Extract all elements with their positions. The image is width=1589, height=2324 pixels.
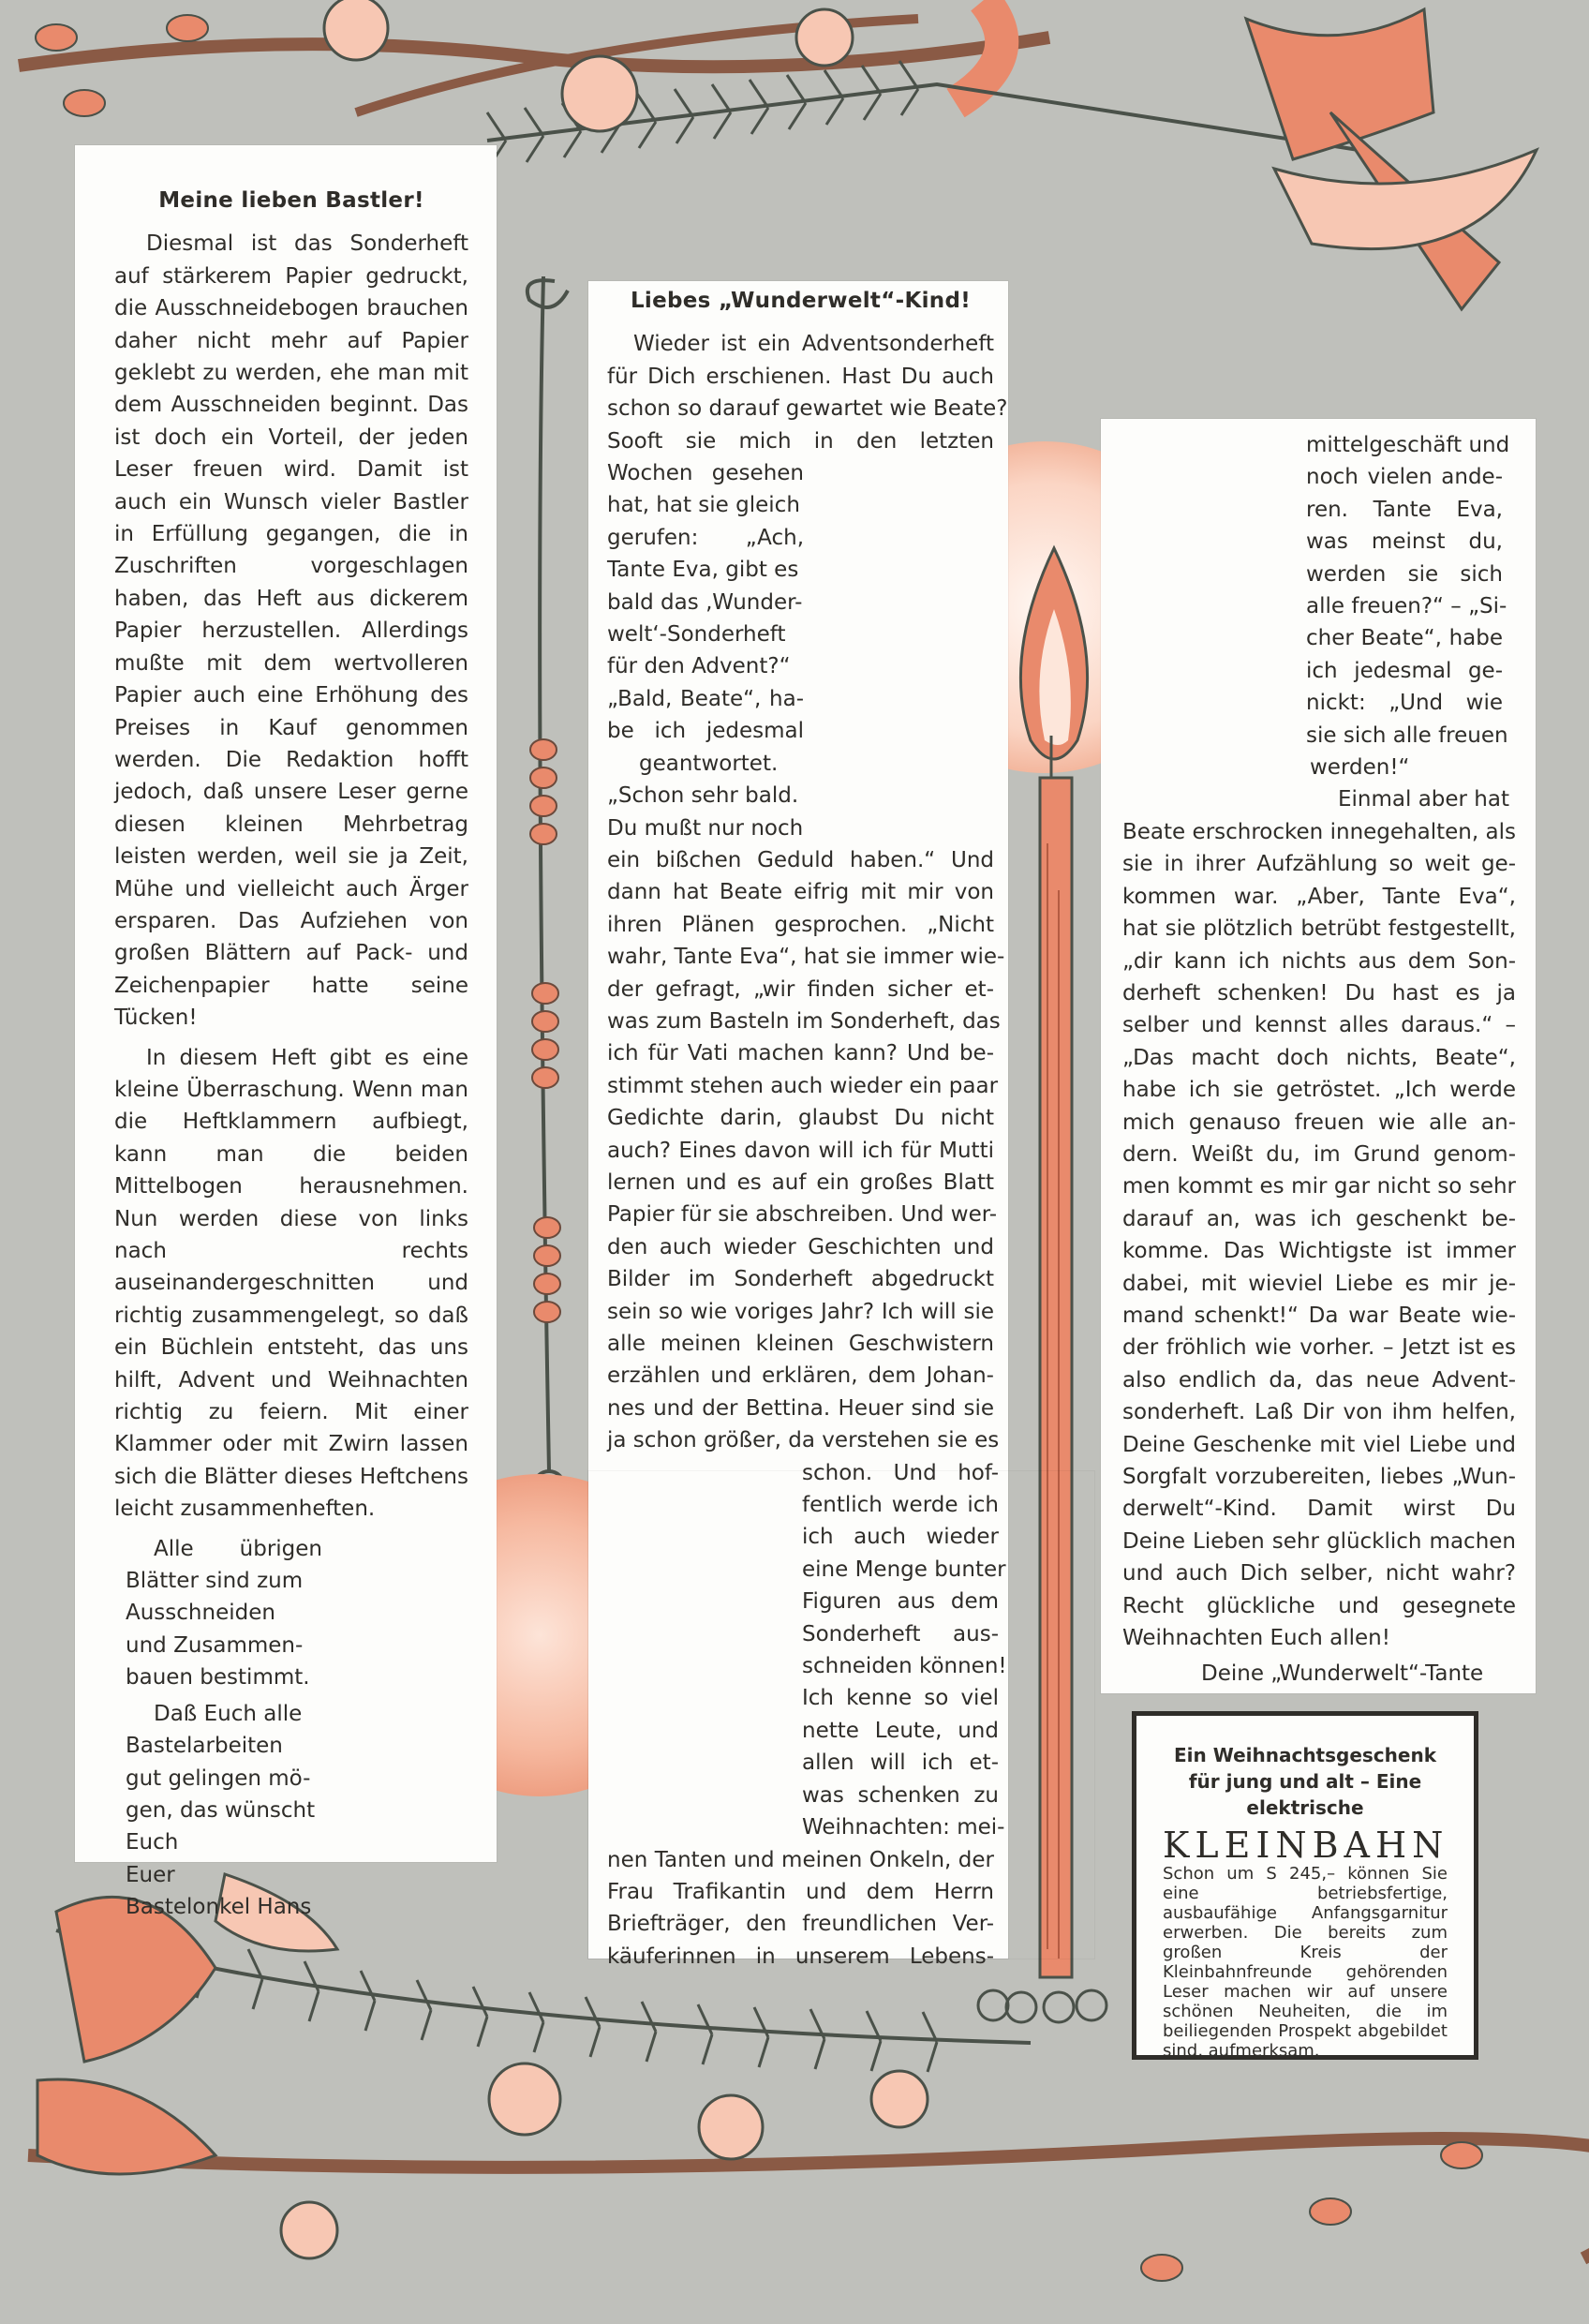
text-line: Sorgfalt vorzubereiten, liebes „Wun- [1122, 1465, 1516, 1489]
left-letter-heading: Meine lieben Bastler! [158, 188, 424, 213]
signature-bastelonkel: Bastelonkel Hans [126, 1895, 312, 1920]
text-line: für den Advent?“ [607, 654, 791, 679]
left-letter [114, 185, 468, 1924]
text-line: der fröhlich wie vorher. – Jetzt ist es [1122, 1335, 1516, 1361]
text-line: also endlich da, das neue Advent- [1122, 1367, 1516, 1393]
middle-bottom-block [607, 1844, 994, 1974]
text-line: geantwortet. [639, 751, 779, 776]
text-line: schneiden können! [802, 1654, 1007, 1679]
text-line: sein so wie voriges Jahr? Ich will sie [607, 1299, 994, 1324]
text-line: ja schon größer, da verstehen sie es [607, 1428, 1000, 1453]
text-line: Tante Eva, gibt es [607, 558, 799, 583]
text-line: „Schon sehr bald. [607, 783, 799, 809]
text-line: sie sich alle freuen [1306, 723, 1508, 748]
text-line: Figuren aus dem [802, 1589, 999, 1615]
text-line: kommen war. „Aber, Tante Eva“, [1122, 884, 1516, 909]
advert-intro: Ein Weihnachtsgeschenk für jung und alt – Eine elektrische [1174, 1744, 1436, 1819]
text-line: alle meinen kleinen Geschwistern [607, 1332, 994, 1356]
text-line: nen Tanten und meinen Onkeln, der [607, 1847, 994, 1872]
text-line: Sonderheft aus- [802, 1621, 999, 1646]
text-line: dann hat Beate eifrig mit mir von [607, 880, 994, 905]
text-line: mittelgeschäft und [1306, 433, 1510, 457]
text-line: sonderheft. Laß Dir von ihm helfen, [1122, 1400, 1516, 1425]
text-line: ein bißchen Geduld haben.“ Und [607, 847, 994, 872]
text-line: was meinst du, [1306, 529, 1503, 555]
text-line: dabei, mit wieviel Liebe es mir je- [1122, 1271, 1516, 1296]
text-line: ihren Plänen gesprochen. „Nicht [607, 912, 994, 937]
left-letter-paragraph: Diesmal ist das Sonderheft auf stärkerem Papier gedruckt, die Ausschneidebogen brauchen daher nicht mehr auf Papier geklebt zu werden, ehe man mit dem Ausschneiden beginnt. Das ist doch ein Vorteil, der jeden Leser freuen wird. Damit ist auch ein Wunsch vieler Bastler in Erfüllung gegangen, die in Zuschriften vorgeschlagen haben, das Heft aus dickerem Papier herzustellen. Allerdings mußte mit dem wertvolleren Papier auch eine Erhöhung des Preises in Kauf genommen werden. Die Redaktion hofft jedoch, daß unsere Leser gerne diesen kleinen Mehrbetrag leisten werden, weil sie ja Zeit, Mühe und vielleicht auch Ärger ersparen. Das Aufziehen von großen Blättern auf Pack- und Zeichenpapier hatte seine Tücken! [114, 231, 468, 1031]
text-line: sie in ihrer Aufzählung so weit ge- [1122, 852, 1516, 877]
text-line: Wochen gesehen [607, 461, 804, 486]
text-line: habe ich sie getröstet. „Ich werde [1122, 1078, 1516, 1103]
text-line: erzählen und erklären, dem Johan- [607, 1363, 994, 1389]
right-main-block [1122, 816, 1516, 1655]
text-line: käuferinnen in unserem Lebens- [607, 1944, 994, 1969]
text-line: Einmal aber hat [1338, 787, 1510, 812]
text-line: nes und der Bettina. Heuer sind sie [607, 1395, 994, 1421]
left-letter-paragraph: In diesem Heft gibt es eine kleine Überraschung. Wenn man die Heftklammern aufbiegt, kann man die beiden Mittelbogen herausnehmen. Nun werden diese von links nach rechts auseinandergeschnitten und richtig zusammengelegt, so daß ein Büchlein entsteht, das uns hilft, Advent und Weihnachten richtig zu feiern. Mit einer Klammer oder mit Zwirn lassen sich die Blätter dieses Heftchens leicht zusammenheften. [114, 1045, 468, 1522]
text-line: mich genauso freuen wie alle an- [1122, 1110, 1516, 1135]
text-line: Beate erschrocken innegehalten, als [1122, 819, 1516, 844]
signature-wunderwelt-tante: Deine „Wunderwelt“-Tante [1201, 1661, 1484, 1687]
text-line: komme. Das Wichtigste ist immer [1122, 1239, 1516, 1264]
text-line: bauen bestimmt. [126, 1665, 310, 1691]
kleinbahn-advert [1132, 1711, 1478, 2060]
middle-narrow-block [607, 457, 804, 844]
text-line: Frau Trafikantin und dem Herrn [607, 1879, 994, 1904]
text-line: Ausschneiden [126, 1601, 275, 1626]
text-line: Weihnachten: mei- [802, 1815, 1005, 1840]
middle-main-block [607, 844, 1005, 1457]
text-line: hat sie plötzlich betrübt festgestellt, [1122, 916, 1516, 942]
text-line: nickt: „Und wie [1306, 691, 1503, 716]
left-letter-closing-b [126, 1698, 332, 1924]
right-narrow-block [1306, 429, 1510, 816]
text-line: der gefragt, „wir finden sicher et- [607, 976, 994, 1002]
text-line: bald das ‚Wunder- [607, 589, 803, 615]
text-line: für Dich erschienen. Hast Du auch [607, 364, 994, 389]
text-line: Recht glückliche und gesegnete [1122, 1593, 1516, 1618]
text-line: Bilder im Sonderheft abgedruckt [607, 1267, 994, 1292]
text-line: wahr, Tante Eva“, hat sie immer wie- [607, 945, 1005, 970]
text-line: dern. Weißt du, im Grund genom- [1122, 1141, 1516, 1167]
text-line: Blätter sind zum [126, 1569, 304, 1594]
middle-letter [607, 285, 1008, 1973]
text-line: gut gelingen mö- [126, 1765, 311, 1791]
text-line: stimmt stehen auch wieder ein paar [607, 1073, 999, 1098]
left-letter-closing-a [126, 1533, 322, 1694]
text-line: Ich kenne so viel [802, 1686, 999, 1711]
text-line: „dir kann ich nichts aus dem Son- [1122, 948, 1516, 974]
text-line: „Bald, Beate“, ha- [607, 686, 804, 711]
text-line: Bastelarbeiten [126, 1734, 283, 1759]
text-line: was zum Basteln im Sonderheft, das [607, 1008, 1001, 1034]
text-line: Du mußt nur noch [607, 815, 804, 841]
text-line: auch? Eines davon will ich für Mutti [607, 1138, 994, 1163]
text-line: Daß Euch alle [154, 1701, 303, 1726]
text-line: ich jedesmal ge- [1306, 658, 1503, 683]
text-line: ich auch wieder [802, 1525, 999, 1550]
text-line: noch vielen ande- [1306, 465, 1503, 490]
text-line: gen, das wünscht [126, 1797, 316, 1823]
text-line: Euer [126, 1862, 175, 1887]
advert-body: Schon um S 245,– können Sie eine betriebsfertige, ausbaufähige Anfangsgarnitur erwerben. Die bereits zum großen Kreis der Kleinbahnfreunde gehörenden Leser machen wir auf unsere schönen Neuheiten, die im beiliegenden Prospekt abgebildet sind, aufmerksam. [1163, 1864, 1448, 2061]
text-line: alle freuen?“ – „Si- [1306, 594, 1507, 619]
text-line: men kommt es mir gar nicht so sehr [1122, 1174, 1516, 1199]
text-line: und Zusammen- [126, 1632, 304, 1658]
text-line: hat, hat sie gleich [607, 493, 800, 518]
text-line: derheft schenken! Du hast es ja [1122, 980, 1516, 1006]
text-line: mand schenkt!“ Da war Beate wie- [1122, 1303, 1516, 1328]
text-line: den auch wieder Geschichten und [607, 1234, 994, 1259]
text-line: welt‘-Sonderheft [607, 622, 786, 648]
text-line: schon so darauf gewartet wie Beate? [607, 396, 1008, 422]
text-line: derwelt“-Kind. Damit wirst Du [1122, 1497, 1516, 1522]
text-line: Wieder ist ein Adventsonderheft [633, 332, 994, 357]
text-line: lernen und es auf ein großes Blatt [607, 1169, 994, 1195]
text-line: Weihnachten Euch allen! [1122, 1626, 1390, 1651]
right-letter [1122, 429, 1516, 1691]
text-line: nette Leute, und [802, 1718, 999, 1743]
text-line: schon. Und hof- [802, 1460, 999, 1485]
text-line: Sooft sie mich in den letzten [607, 428, 994, 454]
text-line: ren. Tante Eva, [1306, 497, 1503, 522]
text-line: fentlich werde ich [802, 1493, 999, 1518]
text-line: Gedichte darin, glaubst Du nicht [607, 1106, 994, 1131]
text-line: cher Beate“, habe [1306, 626, 1503, 651]
text-line: allen will ich et- [802, 1750, 999, 1776]
text-line: eine Menge bunter [802, 1557, 1006, 1582]
text-line: und auch Dich selber, nicht wahr? [1122, 1561, 1516, 1587]
text-line: selber und kennst alles daraus.“ – [1122, 1013, 1516, 1038]
text-line: ich für Vati machen kann? Und be- [607, 1041, 994, 1066]
text-line: darauf an, was ich geschenkt be- [1122, 1206, 1516, 1231]
text-line: Deine Geschenke mit viel Liebe und [1122, 1432, 1516, 1457]
text-line: be ich jedesmal [607, 719, 804, 744]
text-line: Alle übrigen [154, 1536, 322, 1561]
middle-right-block [802, 1457, 1007, 1844]
advert-brand: KLEINBAHN [1163, 1825, 1449, 1866]
text-line: Euch [126, 1830, 179, 1855]
middle-top-block [607, 328, 1008, 457]
text-line: Deine Lieben sehr glücklich machen [1122, 1528, 1516, 1554]
middle-letter-heading: Liebes „Wunderwelt“-Kind! [630, 289, 972, 313]
text-line: werden!“ [1310, 755, 1410, 781]
text-line: Briefträger, den freundlichen Ver- [607, 1912, 994, 1937]
text-line: werden sie sich [1306, 561, 1503, 587]
text-line: gerufen: „Ach, [607, 525, 804, 550]
text-line: Papier für sie abschreiben. Und wer- [607, 1202, 998, 1228]
text-line: „Das macht doch nichts, Beate“, [1122, 1045, 1516, 1070]
text-line: was schenken zu [802, 1782, 999, 1808]
